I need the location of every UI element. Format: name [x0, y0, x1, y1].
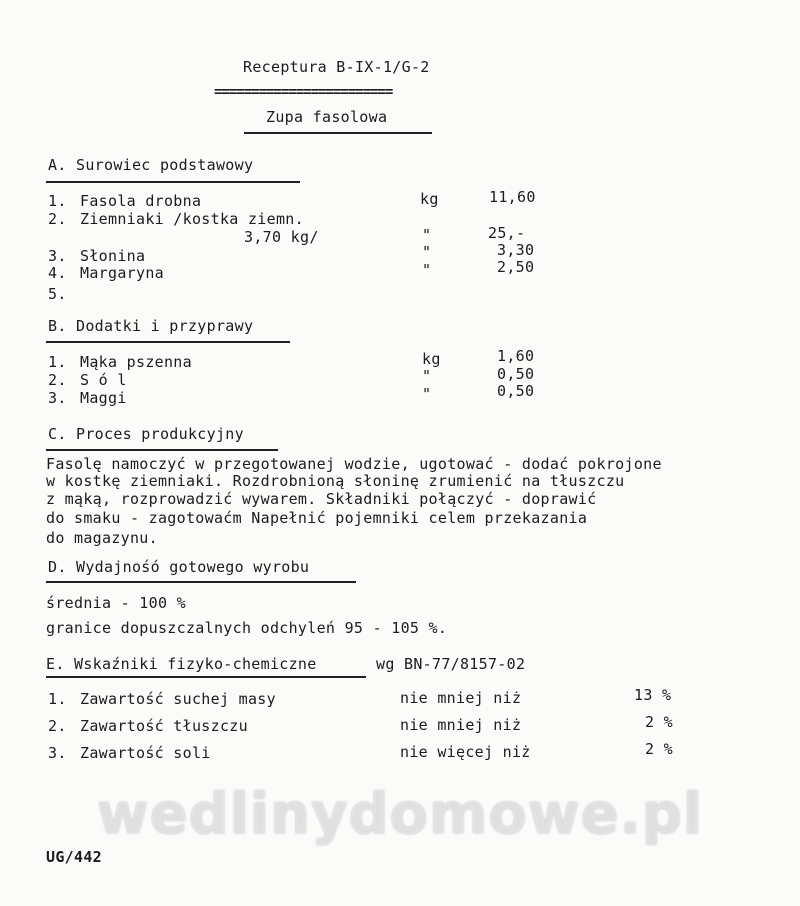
section-d-title: D. Wydajnośó gotowego wyrobu — [48, 558, 310, 576]
b-item-3-unit: " — [422, 385, 432, 403]
e-item-3-num: 3. — [48, 744, 67, 762]
footer-ref: UG/442 — [46, 848, 102, 866]
e-item-2-name: Zawartość tłuszczu — [80, 717, 248, 735]
e-item-1-name: Zawartość suchej masy — [80, 690, 276, 708]
e-item-3-val: 2 % — [645, 740, 673, 758]
title-separator: ======================== — [214, 84, 393, 100]
e-item-2-num: 2. — [48, 717, 67, 735]
watermark: wedlinydomowe.pl — [96, 782, 704, 847]
section-b-title: B. Dodatki i przyprawy — [48, 317, 254, 335]
b-item-3-qty: 0,50 — [497, 382, 535, 400]
recipe-code: Receptura B-IX-1/G-2 — [243, 58, 430, 76]
e-item-2-val: 2 % — [645, 713, 673, 731]
a-item-2-name: Ziemniaki /kostka ziemn. — [80, 210, 304, 228]
e-item-3-cond: nie więcej niż — [400, 743, 531, 761]
section-e-underline — [46, 676, 366, 678]
e-item-1-cond: nie mniej niż — [400, 689, 522, 707]
a-item-2-qty: 25,- — [488, 224, 526, 242]
a-item-2-num: 2. — [48, 210, 67, 228]
e-item-2-cond: nie mniej niż — [400, 716, 522, 734]
a-item-3-name: Słonina — [80, 247, 146, 265]
process-line-2: w kostkę ziemniaki. Rozdrobnioną słoninę zrumienić na tłuszczu — [46, 472, 625, 490]
a-item-2-unit: " — [422, 226, 432, 244]
section-d-underline — [46, 581, 356, 583]
a-item-1-qty: 11,60 — [489, 188, 536, 206]
section-c-title: C. Proces produkcyjny — [48, 425, 244, 443]
a-item-1-num: 1. — [48, 192, 67, 210]
e-item-1-num: 1. — [48, 690, 67, 708]
a-item-2-name-cont: 3,70 kg/ — [244, 228, 319, 246]
e-item-1-val: 13 % — [634, 686, 672, 704]
b-item-2-unit: " — [422, 367, 432, 385]
a-item-3-num: 3. — [48, 247, 67, 265]
section-b-underline — [46, 341, 290, 343]
a-item-4-num: 4. — [48, 264, 67, 282]
yield-limits: granice dopuszczalnych odchyleń 95 - 105 %. — [46, 619, 448, 637]
section-c-underline — [46, 449, 278, 451]
b-item-1-unit: kg — [422, 350, 441, 368]
process-line-5: do magazynu. — [46, 529, 158, 547]
section-e-title: E. Wskaźniki fizyko-chemiczne — [46, 655, 317, 673]
b-item-3-name: Maggi — [80, 389, 127, 407]
process-line-4: do smaku - zagotowaćm Napełnić pojemniki celem przekazania — [46, 509, 588, 527]
a-item-4-name: Margaryna — [80, 264, 164, 282]
b-item-2-qty: 0,50 — [497, 365, 535, 383]
b-item-2-name: S ó l — [80, 371, 127, 389]
section-e-standard: wg BN-77/8157-02 — [376, 655, 526, 673]
e-item-3-name: Zawartość soli — [80, 744, 211, 762]
a-item-3-unit: " — [422, 243, 432, 261]
b-item-1-num: 1. — [48, 353, 67, 371]
b-item-1-qty: 1,60 — [497, 347, 535, 365]
a-item-4-qty: 2,50 — [497, 258, 535, 276]
yield-average: średnia - 100 % — [46, 594, 186, 612]
process-line-3: z mąką, rozprowadzić wywarem. Składniki połączyć - doprawić — [46, 490, 597, 508]
dish-name-underline — [244, 132, 432, 134]
a-item-1-unit: kg — [420, 190, 439, 208]
a-item-1-name: Fasola drobna — [80, 192, 202, 210]
section-a-underline — [46, 181, 300, 183]
dish-name: Zupa fasolowa — [266, 108, 388, 126]
section-a-title: A. Surowiec podstawowy — [48, 156, 254, 174]
a-item-3-qty: 3,30 — [497, 241, 535, 259]
process-line-1: Fasolę namoczyć w przegotowanej wodzie, ugotować - dodać pokrojone — [46, 455, 662, 473]
b-item-2-num: 2. — [48, 371, 67, 389]
a-item-5-num: 5. — [48, 285, 67, 303]
b-item-1-name: Mąka pszenna — [80, 353, 192, 371]
b-item-3-num: 3. — [48, 389, 67, 407]
a-item-4-unit: " — [422, 261, 432, 279]
